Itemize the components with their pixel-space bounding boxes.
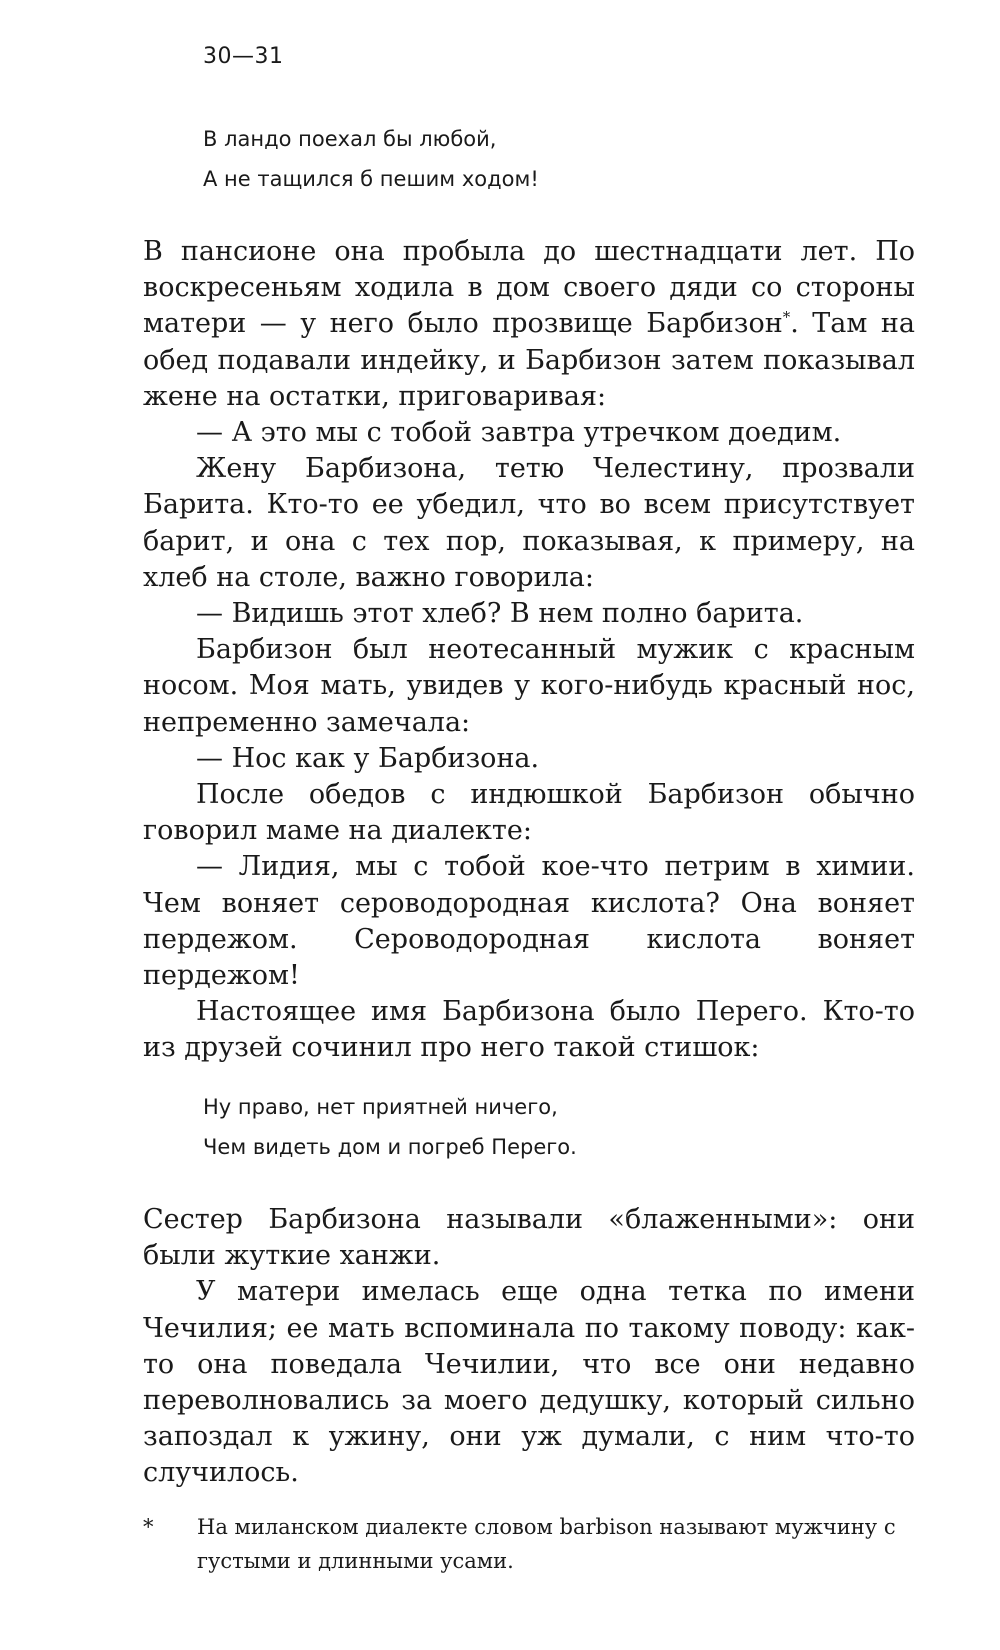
paragraph: После обедов с индюшкой Барбизон обычно говорил маме на диалекте:: [143, 779, 915, 847]
paragraph-text: В пансионе она пробыла до шестнадцати лет. По воскресеньям ходила в дом своего дяди со стороны матери — у него было прозвище Барбизон: [143, 236, 915, 340]
paragraph-text-continued: . Там на обед подавали индейку, и Барбизон затем показывал жене на остатки, приговаривая:: [143, 308, 915, 412]
paragraph: [143, 234, 915, 415]
verse-line: В ландо поехал бы любой,: [203, 127, 497, 151]
prose-block-continued: [143, 1202, 915, 1492]
footnote: [143, 1510, 923, 1578]
paragraph: Сестер Барбизона называли «блаженными»: они были жуткие ханжи.: [143, 1204, 915, 1272]
verse-line: А не тащился б пешим ходом!: [203, 167, 539, 191]
paragraph: Жену Барбизона, тетю Челестину, прозвали Барита. Кто-то ее убедил, что во всем присутствует барит, и она с тех пор, показывая, к примеру, на хлеб на столе, важно говорила:: [143, 453, 915, 593]
dialogue-line: — Нос как у Барбизона.: [196, 742, 540, 774]
dialogue-line: — А это мы с тобой завтра утречком доедим.: [196, 417, 842, 449]
paragraph: Настоящее имя Барбизона было Перего. Кто-то из друзей сочинил про него такой стишок:: [143, 996, 915, 1064]
footnote-reference: *: [782, 308, 791, 327]
prose-block-main: [143, 234, 915, 1067]
verse-excerpt-perego: [203, 1087, 577, 1167]
verse-excerpt-landau: [203, 119, 539, 199]
paragraph: Барбизон был неотесанный мужик с красным носом. Моя мать, увидев у кого-нибудь красный нос, непременно замечала:: [143, 634, 915, 738]
verse-line: Чем видеть дом и погреб Перего.: [203, 1135, 577, 1159]
paragraph: У матери имелась еще одна тетка по имени Чечилия; ее мать вспоминала по такому поводу: как-то она поведала Чечилии, что все они недавно переволновались за моего дедушку, который сильно запоздал к ужину, они уж думали, с ним что-то случилось.: [143, 1276, 915, 1489]
dialogue-line: — Видишь этот хлеб? В нем полно барита.: [196, 598, 804, 630]
footnote-text: На миланском диалекте словом barbison называют мужчину с густыми и длинными усами.: [197, 1515, 896, 1573]
page-number: 30—31: [203, 44, 284, 69]
verse-line: Ну право, нет приятней ничего,: [203, 1095, 558, 1119]
footnote-marker: *: [143, 1515, 154, 1539]
dialogue-line: — Лидия, мы с тобой кое-что петрим в химии. Чем воняет сероводородная кислота? Она воняет пердежом. Сероводородная кислота воняет пердежом!: [143, 851, 915, 992]
